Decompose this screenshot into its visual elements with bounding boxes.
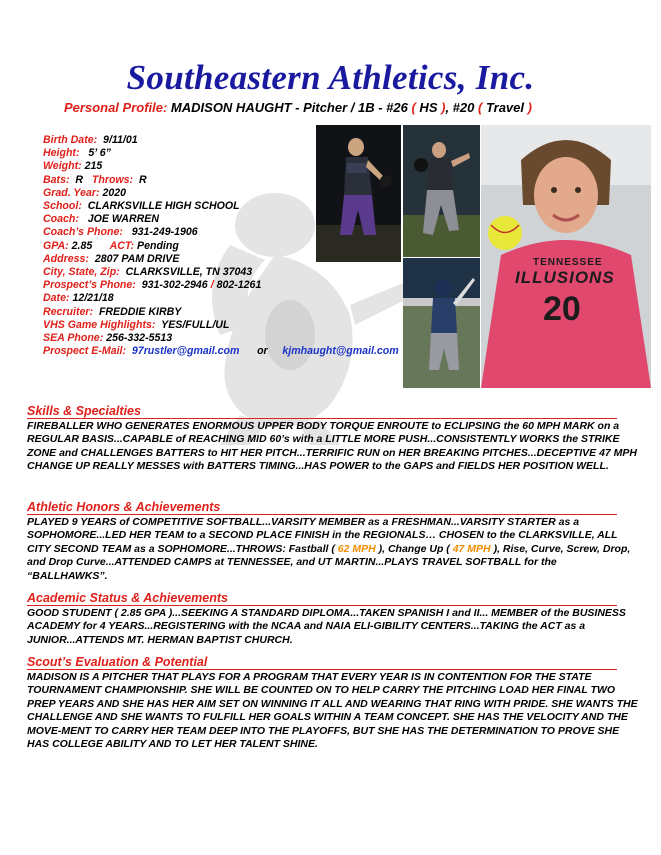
paren: ) — [493, 542, 498, 555]
company-title: Southeastern Athletics, Inc. — [126, 58, 535, 97]
value: 931-302-2946 — [141, 279, 208, 292]
value: 802-1261 — [216, 279, 262, 292]
value: 256-332-5513 — [106, 332, 173, 345]
label: Coach: — [43, 213, 79, 226]
paren: ( — [411, 100, 416, 115]
section-text-athletic — [27, 516, 639, 583]
value: JOE WARREN — [87, 213, 159, 226]
profile-label: Personal Profile: — [64, 100, 168, 115]
info-row-recruiter — [43, 306, 463, 319]
value: R — [138, 173, 147, 186]
label: Birth Date: — [43, 134, 98, 146]
label: Prospect’s Phone: — [43, 279, 136, 292]
section-heading-skills: Skills & Specialties — [27, 404, 617, 419]
info-row-date — [43, 292, 463, 305]
fastball-speed: 62 MPH — [334, 542, 379, 555]
section-text-academic — [27, 607, 639, 647]
label: GPA: — [43, 239, 69, 252]
value: 5’ 6” — [88, 147, 111, 160]
label: School: — [43, 200, 82, 213]
info-row-sea-phone — [43, 332, 463, 345]
paren: ) — [527, 100, 532, 115]
value: CLARKSVILLE, TN 37043 — [125, 266, 253, 279]
label: Grad. Year: — [43, 186, 100, 199]
value: 215 — [84, 160, 103, 173]
jersey-number: 20 — [543, 290, 581, 328]
label: Coach’s Phone: — [43, 226, 123, 239]
paren: ) — [378, 542, 383, 555]
section-heading-athletic: Athletic Honors & Achievements — [27, 500, 617, 515]
value: 2.85 — [71, 239, 93, 252]
photo-batter — [403, 258, 480, 388]
value: 2807 PAM DRIVE — [94, 252, 180, 265]
label: City, State, Zip: — [43, 266, 120, 279]
label: Throws: — [91, 173, 134, 186]
label: Address: — [43, 252, 89, 265]
value: CLARKSVILLE HIGH SCHOOL — [87, 200, 240, 213]
profile-travel: Travel — [482, 100, 528, 115]
section-heading-academic: Academic Status & Achievements — [27, 591, 617, 606]
info-row-vhs — [43, 319, 463, 332]
profile-name-position: MADISON HAUGHT - Pitcher / 1B - #26 — [167, 100, 412, 115]
photo-pitcher-windup — [316, 125, 401, 262]
value: 12/21/18 — [72, 292, 114, 305]
athletic-paragraph — [27, 516, 639, 583]
profile-mid: , #20 — [445, 100, 478, 115]
profile-hs: HS — [415, 100, 442, 115]
paren: ) — [441, 100, 446, 115]
info-row-email — [43, 345, 463, 358]
academic-paragraph: GOOD STUDENT ( 2.85 GPA )...SEEKING A STANDARD DIPLOMA...TAKEN SPANISH I and II... MEMBER of the BUSINESS ACADEMY for 4 YEARS...REGISTERING with the NCAA and NAIA ELI-GIBILITY CENTERS...TAKING the ACT as a JUNIOR...ATTENDS MT. HERMAN BAPTIST CHURCH. — [27, 607, 626, 646]
value: 9/11/01 — [103, 134, 138, 146]
paren: ( — [331, 542, 335, 555]
profile-line — [64, 100, 532, 115]
paren: ( — [477, 100, 483, 115]
athletic-text: , Change Up — [382, 542, 447, 555]
batter-image — [403, 258, 480, 388]
photo-portrait — [481, 125, 651, 388]
label: Weight: — [43, 160, 82, 173]
email-link[interactable]: kjmhaught@gmail.com — [282, 345, 399, 358]
label: VHS Game Highlights: — [43, 318, 156, 331]
athletic-text: , Rise, Curve, Screw, Drop, and Drop Curve...ATTENDED CAMPS at TENNESSEE, and UT MARTIN...PLAYS TRAVEL SOFTBALL for the “BALLHAWKS”. — [27, 542, 631, 582]
section-text-skills — [27, 420, 639, 474]
label: Height: — [43, 147, 80, 160]
changeup-speed: 47 MPH — [449, 542, 494, 555]
value: 931-249-1906 — [131, 226, 198, 239]
pitching-motion-image — [403, 125, 480, 257]
skills-paragraph: FIREBALLER WHO GENERATES ENORMOUS UPPER BODY TORQUE ENROUTE to ECLIPSING the 60 MPH MARK on a REGULAR BASIS...CAPABLE of REACHING MID 60’s with a LITTLE MORE PUSH...CONSISTENTLY WORKS the STRIKE ZONE and CHALLENGES BATTERS to HIT HER PITCH...TERRIFIC RUN on HER BREAKING PITCHES...DECEPTIVE 47 MPH CHANGE UP REALLY MESSES with BATTERS TIMING...HAS POWER to the GAPS and FIELDS HER POSITION WELL. — [27, 420, 638, 473]
email-link[interactable]: 97rustler@gmail.com — [131, 345, 240, 358]
label: ACT: — [109, 239, 135, 252]
label: SEA Phone: — [43, 332, 104, 345]
info-row-prospect-phone — [43, 279, 463, 292]
value: YES/FULL/UL — [161, 318, 230, 331]
pitcher-windup-image — [316, 125, 401, 262]
paren: ( — [446, 542, 450, 555]
jersey-team-script: ILLUSIONS — [515, 268, 615, 287]
value: Pending — [137, 239, 179, 252]
value: or — [257, 345, 268, 358]
value: FREDDIE KIRBY — [98, 305, 182, 318]
scout-paragraph: MADISON IS A PITCHER THAT PLAYS FOR A PROGRAM THAT EVERY YEAR IS IN CONTENTION FOR THE STATE TOURNAMENT CHAMPIONSHIP. SHE WILL BE COUNTED ON TO HELP CARRY THE PITCHING LOAD HER FINAL TWO PREP YEARS AND SHE HAS HER AIM SET ON WINNING IT ALL AND WEARING THAT RING WITH PRIDE. SHE WANTS THE CHALLENGE AND SHE WANTS TO FULFILL HER GOALS WITHIN A TEAM CONCEPT. SHE HAS THE VELOCITY AND THE MOVE-MENT TO CARRY HER TEAM DEEP INTO THE PLAYOFFS, BUT SHE HAS THE DETERMINATION TO PROVE SHE HAS COLLEGE ABILITY AND TO LET HER TALENT SHINE. — [27, 671, 638, 751]
athletic-text: PLAYED 9 YEARS of COMPETITIVE SOFTBALL...VARSITY MEMBER as a FRESHMAN...VARSITY STARTER as a SOPHOMORE...LED HER TEAM to a SECOND PLACE FINISH in the REGIONALS… CHOSEN to the CLARKSVILLE, ALL CITY SECOND TEAM as a SOPHOMORE...THROWS: Fastball — [27, 516, 618, 555]
separator: / — [210, 279, 214, 292]
value: 2020 — [102, 186, 127, 199]
label: Recruiter: — [43, 305, 94, 318]
info-row-city — [43, 266, 463, 279]
label: Date: — [43, 292, 70, 305]
value: R — [75, 173, 84, 186]
section-text-scout — [27, 671, 639, 751]
label: Prospect E-Mail: — [43, 345, 127, 358]
section-heading-scout: Scout’s Evaluation & Potential — [27, 655, 617, 670]
label: Bats: — [43, 173, 70, 186]
photo-pitching-motion — [403, 125, 480, 257]
jersey-team-top: TENNESSEE — [533, 257, 603, 268]
